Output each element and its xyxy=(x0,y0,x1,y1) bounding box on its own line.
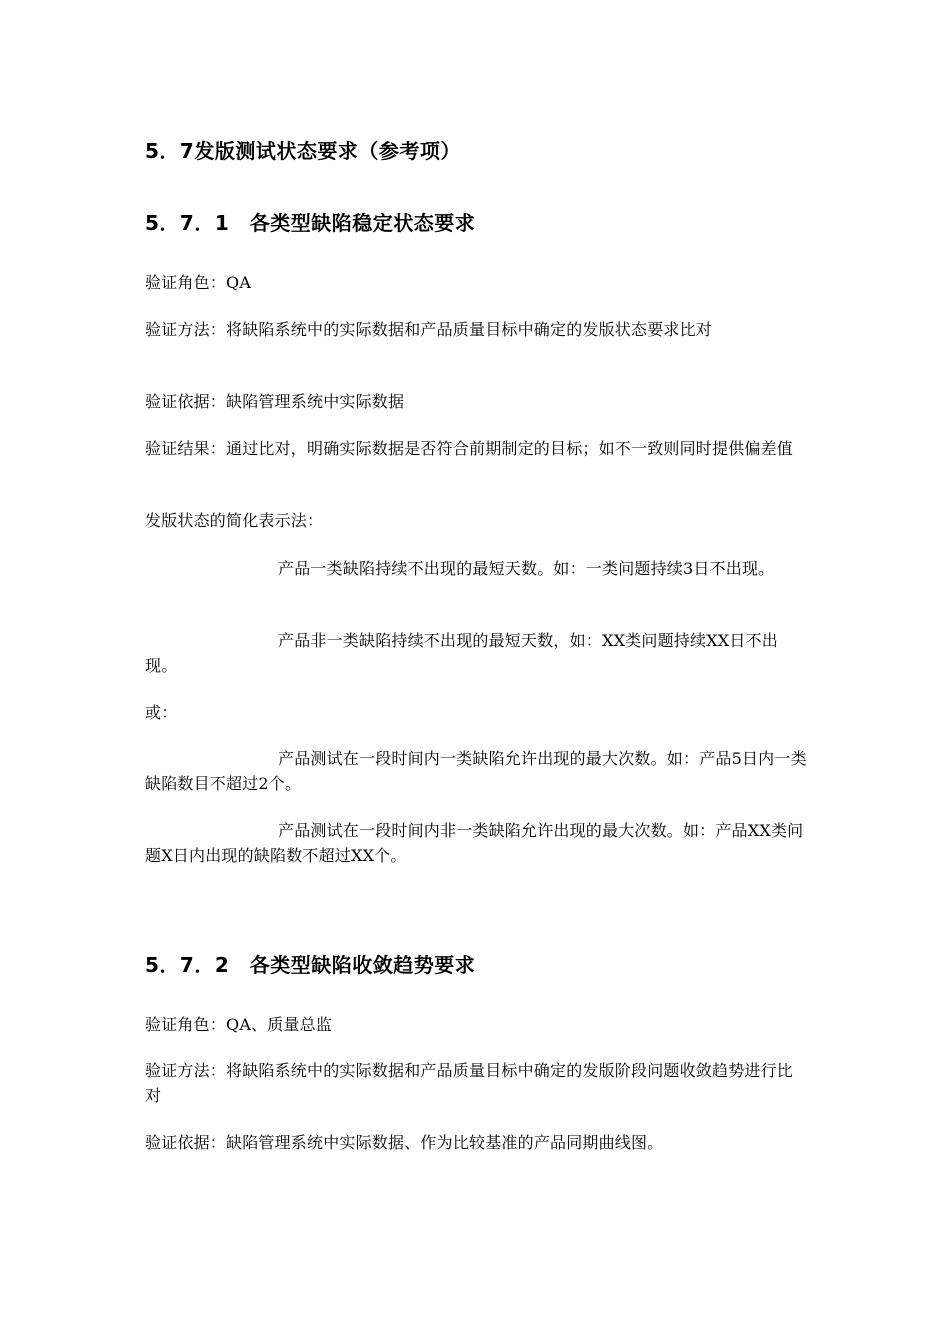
verify-role-paragraph: 验证角色：QA xyxy=(145,273,252,292)
simplified-notation-label: 发版状态的简化表示法： xyxy=(145,511,324,530)
list-item: 产品测试在一段时间内一类缺陷允许出现的最大次数。如：产品5日内一类缺陷数目不超过2个。 xyxy=(145,749,807,793)
verify-basis-paragraph: 验证依据：缺陷管理系统中实际数据 xyxy=(145,392,405,411)
verify-role-paragraph: 验证角色：QA、质量总监 xyxy=(145,1015,333,1034)
section-5-7-1-heading: 5．7．1 各类型缺陷稳定状态要求 xyxy=(145,211,476,235)
verify-basis-paragraph: 验证依据：缺陷管理系统中实际数据、作为比较基准的产品同期曲线图。 xyxy=(145,1133,664,1152)
section-5-7-2-heading: 5．7．2 各类型缺陷收敛趋势要求 xyxy=(145,953,476,977)
or-label: 或： xyxy=(145,703,178,722)
list-item: 产品一类缺陷持续不出现的最短天数。如：一类问题持续3日不出现。 xyxy=(278,559,775,578)
verify-method-paragraph: 验证方法：将缺陷系统中的实际数据和产品质量目标中确定的发版阶段问题收敛趋势进行比对 xyxy=(145,1061,794,1105)
verify-method-paragraph: 验证方法：将缺陷系统中的实际数据和产品质量目标中确定的发版状态要求比对 xyxy=(145,320,713,339)
section-5-7-heading: 5．7发版测试状态要求（参考项） xyxy=(145,139,461,163)
list-item: 产品测试在一段时间内非一类缺陷允许出现的最大次数。如：产品XX类问题X日内出现的缺陷数不超过XX个。 xyxy=(145,821,804,865)
list-item: 产品非一类缺陷持续不出现的最短天数，如：XX类问题持续XX日不出现。 xyxy=(145,631,778,675)
verify-result-paragraph: 验证结果：通过比对，明确实际数据是否符合前期制定的目标；如不一致则同时提供偏差值 xyxy=(145,439,794,458)
